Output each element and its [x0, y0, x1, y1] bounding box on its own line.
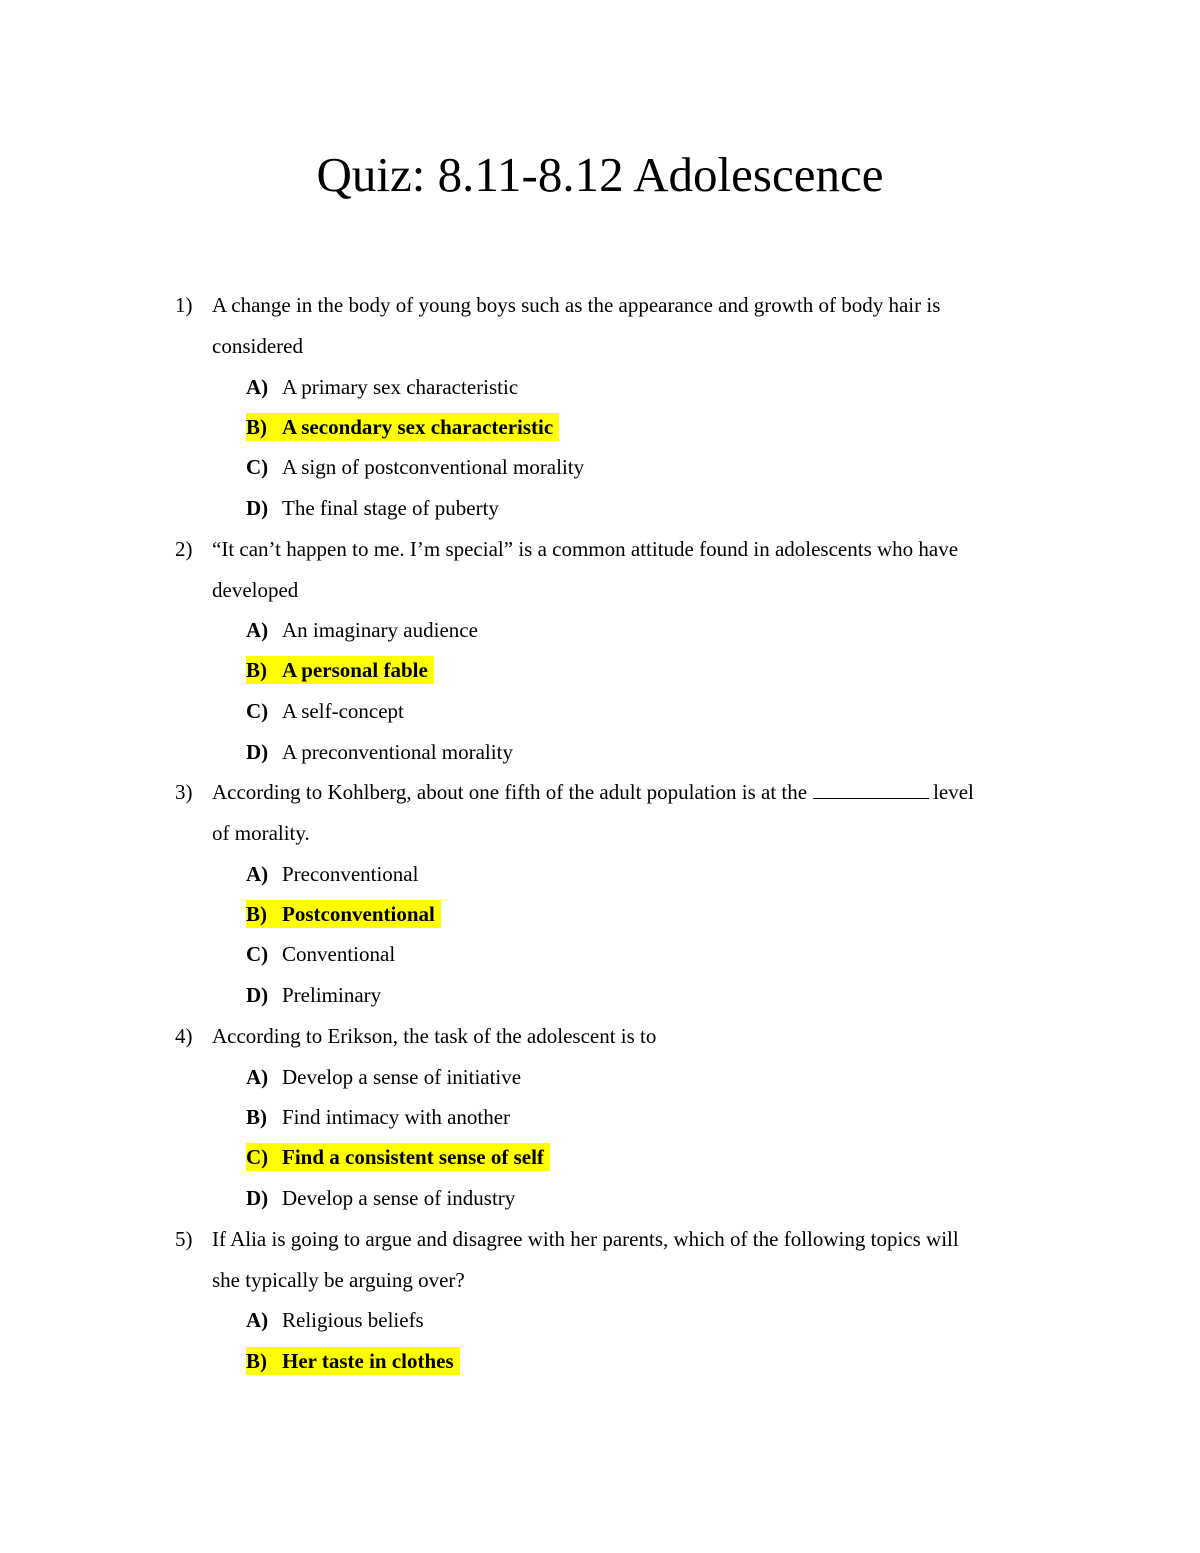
answer-option	[246, 494, 505, 522]
option-letter: D)	[246, 983, 269, 1007]
option-text: Her taste in clothes	[282, 1349, 454, 1373]
option-text: A self-concept	[282, 699, 404, 723]
option-letter: A)	[246, 618, 269, 642]
option-text: Religious beliefs	[282, 1308, 424, 1332]
answer-option	[246, 738, 519, 766]
answer-option	[246, 1306, 430, 1334]
answer-option	[246, 981, 387, 1009]
option-letter: A)	[246, 1308, 269, 1332]
question-number: 3)	[175, 780, 193, 804]
option-text: A personal fable	[282, 658, 428, 682]
option-text: A secondary sex characteristic	[282, 415, 554, 439]
option-text: Find intimacy with another	[282, 1105, 511, 1129]
option-letter: B)	[246, 1105, 267, 1129]
answer-option	[246, 940, 401, 968]
question-text: According to Erikson, the task of the adolescent is to	[212, 1024, 657, 1048]
option-letter: C)	[246, 455, 269, 479]
option-text: Develop a sense of industry	[282, 1186, 516, 1210]
option-letter: C)	[246, 699, 269, 723]
answer-option	[246, 697, 410, 725]
option-letter: D)	[246, 1186, 269, 1210]
question-text-after-blank: level	[933, 780, 974, 804]
question-text: of morality.	[212, 821, 310, 845]
answer-option	[246, 1184, 521, 1212]
answer-option	[246, 1063, 527, 1091]
option-letter: C)	[246, 942, 269, 966]
answer-option	[246, 860, 424, 888]
option-text: Conventional	[282, 942, 396, 966]
option-letter: D)	[246, 496, 269, 520]
answer-option	[246, 1103, 516, 1131]
question-number: 1)	[175, 293, 193, 317]
option-letter: D)	[246, 740, 269, 764]
question-text: If Alia is going to argue and disagree with her parents, which of the following topics will	[212, 1227, 959, 1251]
option-letter: C)	[246, 1145, 269, 1169]
correct-answer-option	[246, 900, 441, 928]
correct-answer-option	[246, 1143, 550, 1171]
question-text-before-blank: According to Kohlberg, about one fifth of the adult population is at the	[212, 780, 808, 804]
fill-in-blank	[813, 780, 929, 799]
option-text: Develop a sense of initiative	[282, 1065, 522, 1089]
option-text: The final stage of puberty	[282, 496, 499, 520]
option-text: Preliminary	[282, 983, 382, 1007]
correct-answer-option	[246, 656, 434, 684]
option-text: Find a consistent sense of self	[282, 1145, 544, 1169]
page-title: Quiz: 8.11-8.12 Adolescence	[316, 147, 884, 202]
answer-option	[246, 616, 484, 644]
option-letter: B)	[246, 902, 267, 926]
question-text: developed	[212, 578, 299, 602]
option-letter: A)	[246, 862, 269, 886]
option-letter: A)	[246, 375, 269, 399]
question-text: A change in the body of young boys such as the appearance and growth of body hair is	[212, 293, 941, 317]
option-letter: B)	[246, 415, 267, 439]
option-letter: B)	[246, 658, 267, 682]
correct-answer-option	[246, 1347, 460, 1375]
question-number: 5)	[175, 1227, 193, 1251]
question-number: 4)	[175, 1024, 193, 1048]
option-letter: B)	[246, 1349, 267, 1373]
answer-option	[246, 373, 524, 401]
option-text: Preconventional	[282, 862, 419, 886]
option-text: Postconventional	[282, 902, 435, 926]
option-text: A preconventional morality	[282, 740, 513, 764]
option-text: A primary sex characteristic	[282, 375, 519, 399]
option-text: An imaginary audience	[282, 618, 478, 642]
correct-answer-option	[246, 413, 559, 441]
question-number: 2)	[175, 537, 193, 561]
answer-option	[246, 453, 590, 481]
question-text: considered	[212, 334, 303, 358]
question-text	[212, 778, 974, 806]
option-letter: A)	[246, 1065, 269, 1089]
question-text: she typically be arguing over?	[212, 1268, 465, 1292]
option-text: A sign of postconventional morality	[282, 455, 585, 479]
question-text: “It can’t happen to me. I’m special” is a common attitude found in adolescents who have	[212, 537, 959, 561]
